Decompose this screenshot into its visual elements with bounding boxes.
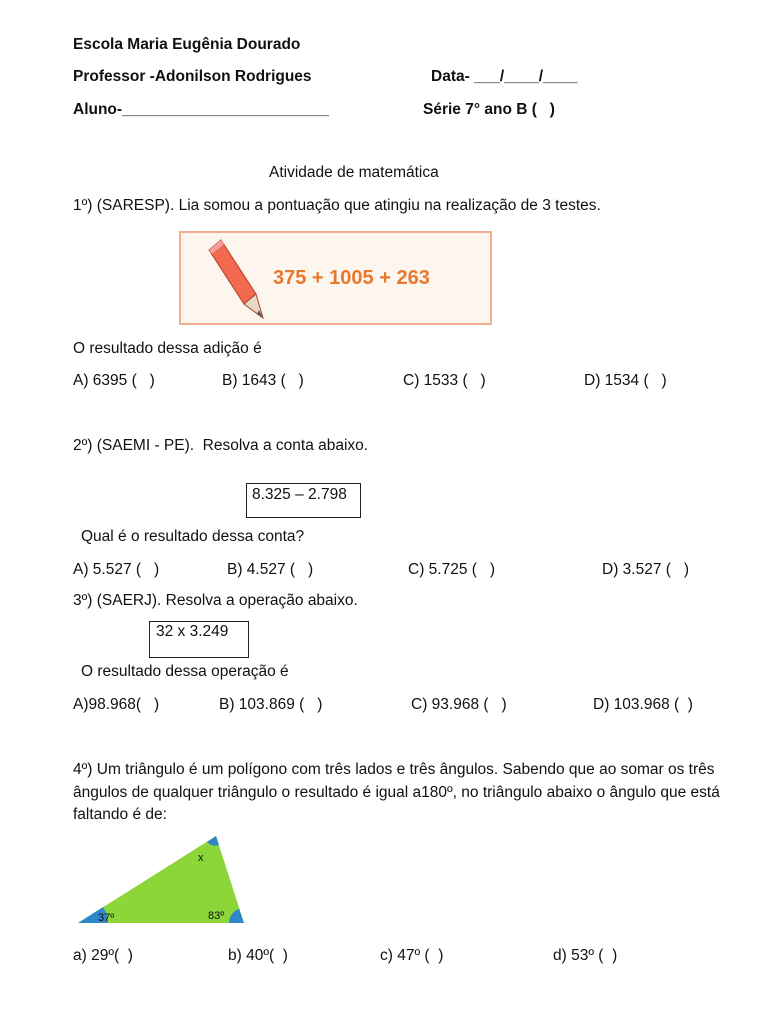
q2-prompt: 2º) (SAEMI - PE). Resolva a conta abaixo. — [73, 437, 369, 454]
q3-option-a[interactable]: A)98.968( ) — [73, 696, 160, 713]
q4-option-c[interactable]: c) 47º ( ) — [380, 947, 444, 964]
triangle-svg — [76, 834, 248, 926]
angle-label-x: x — [198, 852, 204, 864]
angle-label-83: 83º — [208, 910, 225, 922]
q3-option-b[interactable]: B) 103.869 ( ) — [219, 696, 323, 713]
q3-option-d[interactable]: D) 103.968 ( ) — [593, 696, 693, 713]
grade-field: Série 7° ano B ( ) — [423, 101, 555, 118]
q3-prompt: 3º) (SAERJ). Resolva a operação abaixo. — [73, 592, 358, 609]
q1-option-d[interactable]: D) 1534 ( ) — [584, 372, 667, 389]
page-title: Atividade de matemática — [269, 164, 439, 181]
q3-expression: 32 x 3.249 — [156, 623, 229, 640]
q4-prompt: 4º) Um triângulo é um polígono com três lados e três ângulos. Sabendo que ao somar os três ângulos de qualquer triângulo o resultado é igual a180º, no triângulo abaixo o ângulo que está faltando é de: — [73, 761, 720, 823]
q1-question: O resultado dessa adição é — [73, 340, 262, 357]
q4-option-b[interactable]: b) 40º( ) — [228, 947, 288, 964]
q2-option-b[interactable]: B) 4.527 ( ) — [227, 561, 314, 578]
teacher-name: Professor -Adonilson Rodrigues — [73, 68, 312, 85]
q2-expression: 8.325 – 2.798 — [252, 486, 347, 503]
q3-option-c[interactable]: C) 93.968 ( ) — [411, 696, 507, 713]
date-field: Data- ___/____/____ — [431, 68, 578, 85]
q1-option-b[interactable]: B) 1643 ( ) — [222, 372, 304, 389]
q4-option-d[interactable]: d) 53º ( ) — [553, 947, 618, 964]
q1-option-c[interactable]: C) 1533 ( ) — [403, 372, 486, 389]
school-name: Escola Maria Eugênia Dourado — [73, 36, 301, 53]
student-field: Aluno-________________________ — [73, 101, 329, 118]
q2-option-d[interactable]: D) 3.527 ( ) — [602, 561, 689, 578]
q1-option-a[interactable]: A) 6395 ( ) — [73, 372, 155, 389]
q4-triangle-figure — [76, 834, 248, 926]
q1-sum-image — [179, 230, 497, 327]
q2-question: Qual é o resultado dessa conta? — [81, 528, 305, 545]
q1-prompt: 1º) (SARESP). Lia somou a pontuação que atingiu na realização de 3 testes. — [73, 197, 601, 214]
q4-option-a[interactable]: a) 29º( ) — [73, 947, 133, 964]
q3-question: O resultado dessa operação é — [81, 663, 289, 680]
q1-image-svg — [179, 230, 497, 327]
angle-label-37: 37º — [98, 912, 115, 924]
q2-option-c[interactable]: C) 5.725 ( ) — [408, 561, 495, 578]
q1-sum-text: 375 + 1005 + 263 — [273, 267, 430, 289]
q2-option-a[interactable]: A) 5.527 ( ) — [73, 561, 160, 578]
